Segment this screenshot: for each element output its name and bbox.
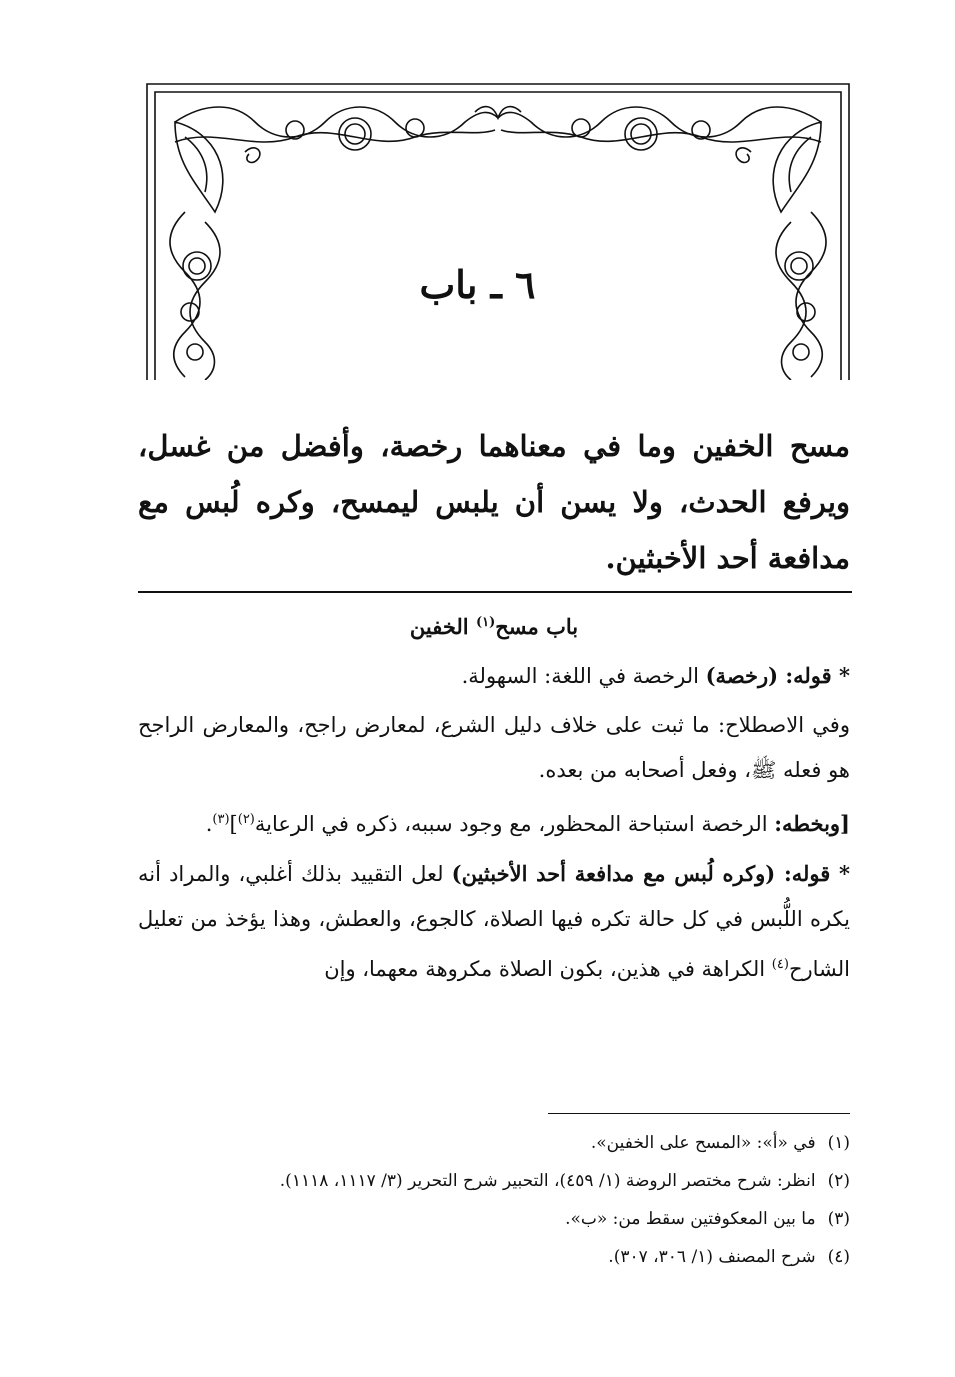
footnote-number: (٤) bbox=[827, 1247, 850, 1267]
paragraph bbox=[138, 703, 850, 793]
footnote-ref: (٤) bbox=[771, 957, 789, 972]
footnote-divider bbox=[548, 1113, 850, 1114]
footnote bbox=[138, 1124, 850, 1162]
footnote bbox=[138, 1200, 850, 1238]
lemma: [وبخطه: bbox=[774, 811, 850, 836]
footnote-number: (١) bbox=[827, 1133, 850, 1153]
footnote-ref: (٣) bbox=[212, 812, 230, 827]
section-divider bbox=[138, 591, 852, 593]
lemma: * قوله: (رخصة) bbox=[705, 663, 850, 688]
footnote bbox=[138, 1162, 850, 1200]
footnote-text: في «أ»: «المسح على الخفين». bbox=[590, 1133, 816, 1153]
paragraph bbox=[138, 797, 850, 847]
footnote-ref: (١) bbox=[475, 615, 496, 630]
paragraph-text: الكراهة في هذين، بكون الصلاة مكروهة معهما، وإن bbox=[324, 957, 772, 981]
paragraph bbox=[138, 653, 850, 699]
chapter-title: ٦ ـ باب bbox=[419, 262, 536, 307]
commentary bbox=[138, 600, 850, 992]
footnotes bbox=[138, 1124, 850, 1276]
footnote-ref: (٢) bbox=[237, 812, 255, 827]
footnote-text: ما بين المعكوفتين سقط من: «ب». bbox=[565, 1209, 816, 1229]
paragraph bbox=[138, 851, 850, 992]
punctuation: . bbox=[205, 812, 213, 836]
heading-part: باب مسح bbox=[495, 614, 579, 639]
footnote-text: شرح المصنف (١/ ٣٠٦، ٣٠٧). bbox=[608, 1247, 816, 1267]
paragraph-text: وفي الاصطلاح: ما ثبت على خلاف دليل الشرع، لمعارض راجح، والمعارض الراجح هو فعله ﷺ، وفعل أصحابه من بعده. bbox=[138, 713, 850, 782]
ornamental-header-frame bbox=[145, 82, 851, 380]
footnote bbox=[138, 1238, 850, 1276]
lemma: * قوله: (وكره لُبس مع مدافعة أحد الأخبثين) bbox=[451, 861, 850, 886]
bracket-close: ] bbox=[229, 812, 238, 836]
commentary-heading bbox=[138, 600, 850, 649]
heading-part: الخفين bbox=[409, 614, 476, 639]
paragraph-text: الرخصة استباحة المحظور، مع وجود سببه، ذكره في الرعاية bbox=[254, 812, 775, 836]
paragraph-text: لعل التقييد بذلك أغلبي، والمراد أنه يكره اللُّبس في كل حالة تكره فيها الصلاة، كالجوع، والعطش، وهذا يؤخذ من تعليل الشارح bbox=[138, 862, 850, 981]
main-text: مسح الخفين وما في معناهما رخصة، وأفضل من غسل، ويرفع الحدث، ولا يسن أن يلبس ليمسح، وكره لُبس مع مدافعة أحد الأخبثين. bbox=[138, 429, 850, 575]
footnote-number: (٢) bbox=[827, 1171, 850, 1191]
footnote-text: انظر: شرح مختصر الروضة (١/ ٤٥٩)، التحبير شرح التحرير (٣/ ١١١٧، ١١١٨). bbox=[279, 1171, 816, 1191]
footnote-number: (٣) bbox=[827, 1209, 850, 1229]
arabesque-border-ornament bbox=[145, 82, 851, 380]
paragraph-text: الرخصة في اللغة: السهولة. bbox=[461, 664, 706, 688]
